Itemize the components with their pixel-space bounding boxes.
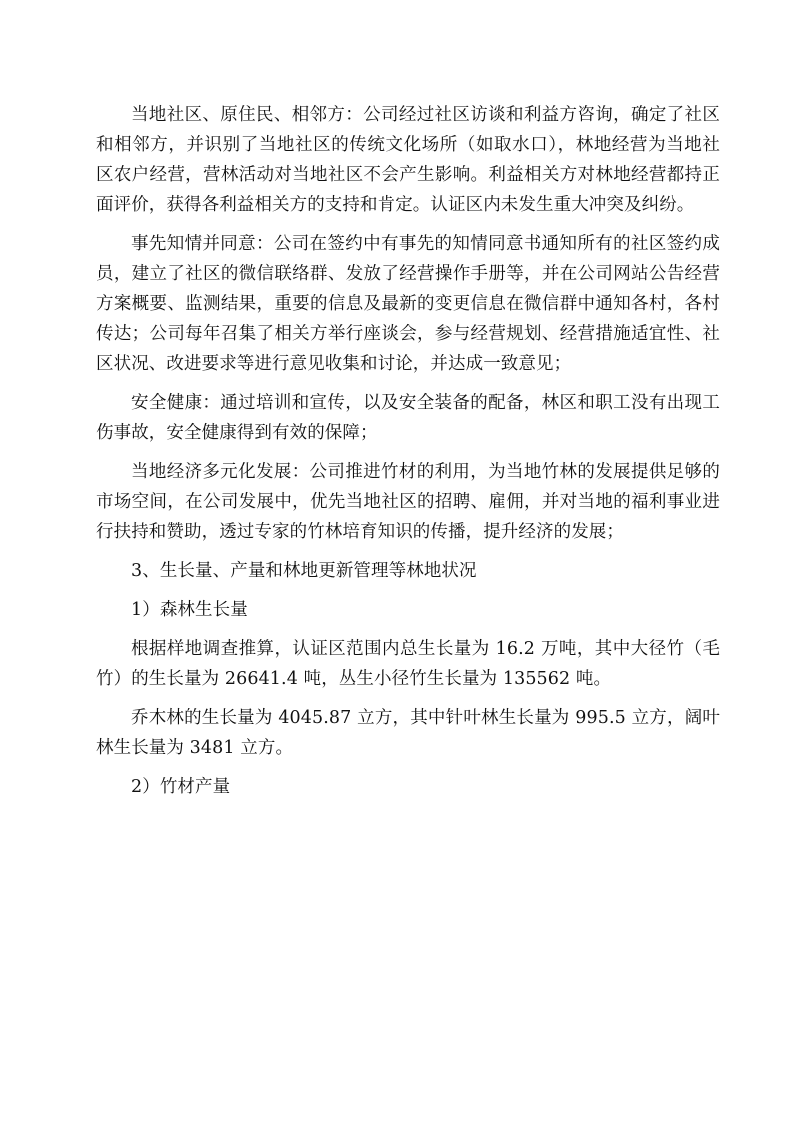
subheading-bamboo-output: 2）竹材产量 xyxy=(131,777,231,797)
subheading-forest-growth: 1）森林生长量 xyxy=(131,600,248,620)
paragraph-growth-estimate: 根据样地调查推算，认证区范围内总生长量为 16.2 万吨，其中大径竹（毛竹）的生长量为 26641.4 吨，丛生小径竹生长量为 135562 吨。 xyxy=(96,639,720,689)
paragraph-free-prior-informed-consent: 事先知情并同意：公司在签约中有事先的知情同意书通知所有的社区签约成员，建立了社区的微信联络群、发放了经营操作手册等，并在公司网站公告经营方案概要、监测结果，重要的信息及最新的变更信息在微信群中通知各村，各村传达；公司每年召集了相关方举行座谈会，参与经营规划、经营措施适宜性、社区状况、改进要求等进行意见收集和讨论，并达成一致意见； xyxy=(96,234,720,374)
document-body xyxy=(96,100,720,811)
paragraph-community-neighbors: 当地社区、原住民、相邻方：公司经过社区访谈和利益方咨询，确定了社区和相邻方，并识别了当地社区的传统文化场所（如取水口），林地经营为当地社区农户经营，营林活动对当地社区不会产生影响。利益相关方对林地经营都持正面评价，获得各利益相关方的支持和肯定。认证区内未发生重大冲突及纠纷。 xyxy=(96,105,720,215)
paragraph-arbor-growth: 乔木林的生长量为 4045.87 立方，其中针叶林生长量为 995.5 立方，阔叶林生长量为 3481 立方。 xyxy=(96,708,720,758)
section-heading-forest-status: 3、生长量、产量和林地更新管理等林地状况 xyxy=(131,561,477,581)
paragraph-local-economy: 当地经济多元化发展：公司推进竹材的利用，为当地竹林的发展提供足够的市场空间，在公司发展中，优先当地社区的招聘、雇佣，并对当地的福利事业进行扶持和赞助，透过专家的竹林培育知识的传播，提升经济的发展； xyxy=(96,462,720,542)
paragraph-safety-health: 安全健康：通过培训和宣传，以及安全装备的配备，林区和职工没有出现工伤事故，安全健康得到有效的保障； xyxy=(96,393,720,443)
